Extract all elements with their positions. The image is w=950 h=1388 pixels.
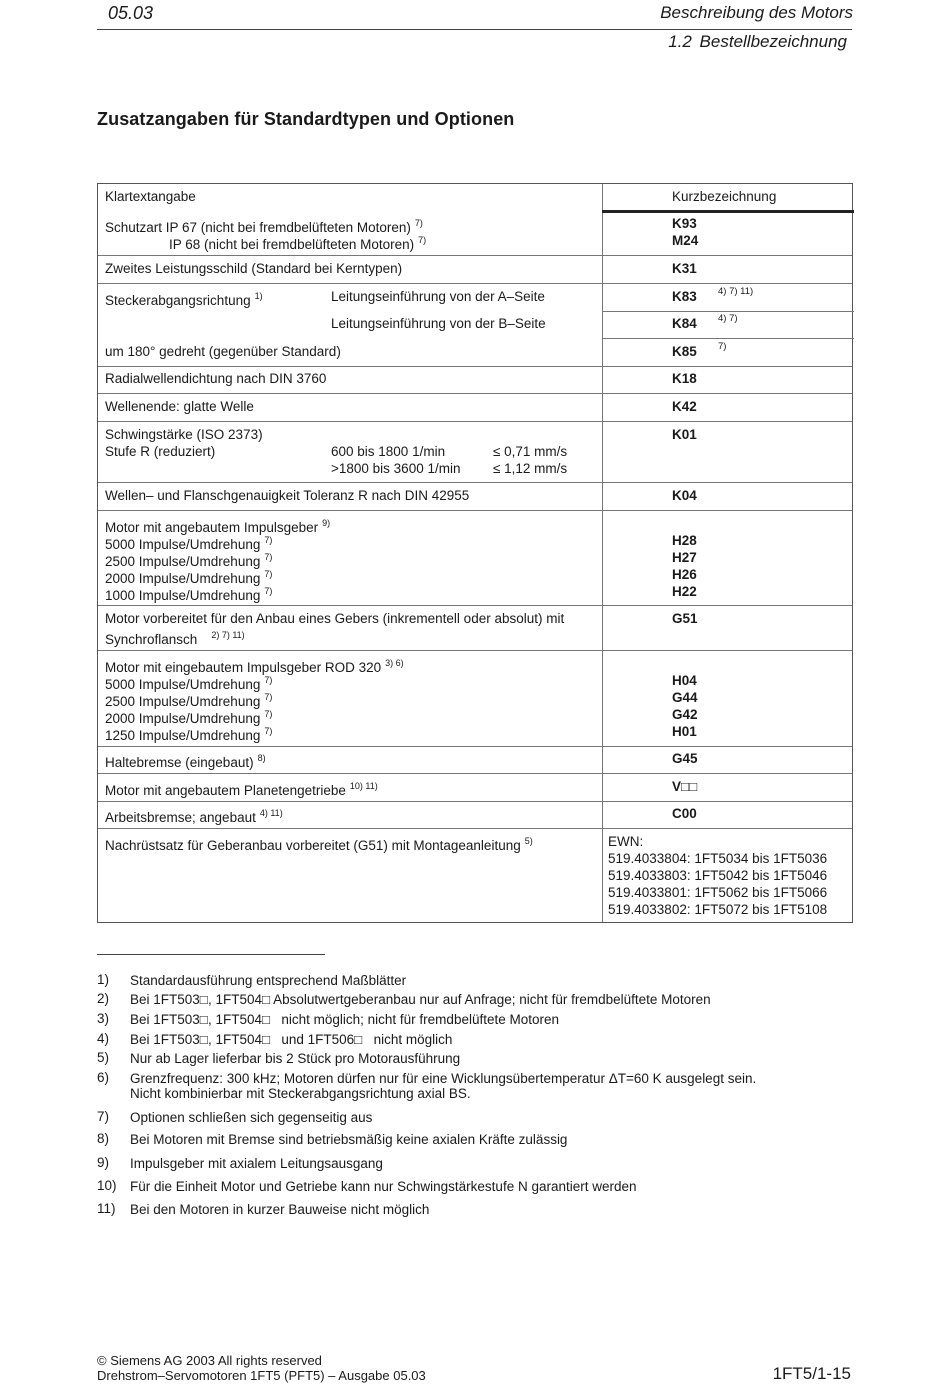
footnote-number: 2): [97, 991, 110, 1006]
order-code: K31: [672, 261, 697, 276]
order-code: G45: [672, 751, 698, 766]
cell-text: Motor mit eingebautem Impulsgeber ROD 320 $^{3) 6)}$: [105, 658, 404, 675]
cell-text: 1000 Impulse/Umdrehung $^{7)}$: [105, 586, 273, 603]
row-divider: [602, 338, 854, 339]
page-number: 1FT5/1-15: [772, 1364, 851, 1383]
footnote-text: Bei 1FT503□, 1FT504□ Absolutwertgeberanbau nur auf Anfrage; nicht für fremdbelüftete Motoren: [130, 992, 711, 1007]
footnote-divider: [97, 954, 325, 955]
cell-text: 2500 Impulse/Umdrehung $^{7)}$: [105, 552, 273, 569]
footnote-text: Bei den Motoren in kurzer Bauweise nicht möglich: [130, 1202, 430, 1217]
order-code: K18: [672, 371, 697, 386]
cell-text: Wellenende: glatte Welle: [105, 399, 254, 414]
column-header-left: Klartextangabe: [105, 189, 196, 204]
footnote-text: Bei 1FT503□, 1FT504□ und 1FT506□ nicht möglich: [130, 1032, 453, 1047]
footnote-number: 4): [97, 1031, 110, 1046]
order-code: K93: [672, 216, 697, 231]
cell-text: Schutzart IP 67 (nicht bei fremdbelüfteten Motoren) $^{7)}$: [105, 218, 423, 235]
cell-text: Steckerabgangsrichtung $^{1)}$: [105, 291, 263, 308]
cell-text: 2000 Impulse/Umdrehung $^{7)}$: [105, 569, 273, 586]
options-table: [97, 183, 853, 923]
cell-text: Schwingstärke (ISO 2373): [105, 427, 263, 442]
cell-text: 2000 Impulse/Umdrehung $^{7)}$: [105, 709, 273, 726]
row-divider: [98, 421, 852, 422]
row-divider: [98, 746, 852, 747]
footnote-text: Für die Einheit Motor und Getriebe kann nur Schwingstärkestufe N garantiert werden: [130, 1179, 637, 1194]
order-code: H01: [672, 724, 697, 739]
footnote-text: Optionen schließen sich gegenseitig aus: [130, 1110, 373, 1125]
footnote-number: 5): [97, 1050, 110, 1065]
order-code: G44: [672, 690, 698, 705]
cell-text: 519.4033802: 1FT5072 bis 1FT5108: [608, 902, 828, 917]
order-code: H22: [672, 584, 697, 599]
order-code: K42: [672, 399, 697, 414]
cell-text: 1250 Impulse/Umdrehung $^{7)}$: [105, 726, 273, 743]
order-code: H27: [672, 550, 697, 565]
footnote-text: Bei 1FT503□, 1FT504□ nicht möglich; nicht für fremdbelüftete Motoren: [130, 1012, 560, 1027]
cell-text: Motor mit angebautem Impulsgeber $^{9)}$: [105, 518, 331, 535]
footnote-number: 6): [97, 1070, 110, 1085]
header-chapter: Beschreibung des Motors: [660, 3, 853, 22]
footnote-text: Nicht kombinierbar mit Steckerabgangsrichtung axial BS.: [130, 1086, 471, 1101]
row-divider: [98, 605, 852, 606]
footnote-text: Grenzfrequenz: 300 kHz; Motoren dürfen nur für eine Wicklungsübertemperatur ΔT=60 K ausgelegt sein.: [130, 1071, 757, 1086]
cell-text: 5000 Impulse/Umdrehung $^{7)}$: [105, 535, 273, 552]
order-code: H26: [672, 567, 697, 582]
order-code: G42: [672, 707, 698, 722]
cell-text: Leitungseinführung von der A–Seite: [331, 289, 545, 304]
cell-text: 519.4033801: 1FT5062 bis 1FT5066: [608, 885, 828, 900]
header-divider: [97, 29, 852, 30]
footnote-number: 8): [97, 1131, 110, 1146]
row-divider: [98, 255, 852, 256]
footnote-number: 3): [97, 1011, 110, 1026]
footnote-number: 1): [97, 972, 110, 987]
page-title: Zusatzangaben für Standardtypen und Optionen: [97, 109, 515, 129]
row-divider: [98, 828, 852, 829]
cell-text: 600 bis 1800 1/min: [331, 444, 446, 459]
footnote-text: Impulsgeber mit axialem Leitungsausgang: [130, 1156, 383, 1171]
cell-text: Nachrüstsatz für Geberanbau vorbereitet (G51) mit Montageanleitung $^{5)}$: [105, 836, 533, 853]
row-divider: [98, 650, 852, 651]
cell-text: Synchroflansch $^{2) 7) 11)}$: [105, 630, 245, 647]
header-underline: [602, 210, 854, 213]
row-divider: [98, 801, 852, 802]
footer-copyright: © Siemens AG 2003 All rights reserved: [97, 1353, 322, 1368]
footnote-ref: 7): [718, 341, 727, 352]
footnote-text: Bei Motoren mit Bremse sind betriebsmäßig keine axialen Kräfte zulässig: [130, 1132, 568, 1147]
footnote-text: Standardausführung entsprechend Maßblätter: [130, 973, 407, 988]
header-section: 1.2 Bestellbezeichnung: [668, 32, 847, 51]
cell-text: Wellen– und Flanschgenauigkeit Toleranz R nach DIN 42955: [105, 488, 470, 503]
cell-text: Arbeitsbremse; angebaut $^{4) 11)}$: [105, 808, 283, 825]
cell-text: um 180° gedreht (gegenüber Standard): [105, 344, 341, 359]
footnote-number: 9): [97, 1155, 110, 1170]
footer-publication: Drehstrom–Servomotoren 1FT5 (PFT5) – Ausgabe 05.03: [97, 1368, 426, 1383]
column-header-right: Kurzbezeichnung: [672, 189, 777, 204]
order-code: C00: [672, 806, 697, 821]
cell-text: Haltebremse (eingebaut) $^{8)}$: [105, 753, 266, 770]
row-divider: [98, 510, 852, 511]
order-code: K85: [672, 344, 697, 359]
order-code: K04: [672, 488, 697, 503]
footnote-text: Nur ab Lager lieferbar bis 2 Stück pro Motorausführung: [130, 1051, 461, 1066]
row-divider: [602, 311, 854, 312]
cell-text: Motor vorbereitet für den Anbau eines Gebers (inkrementell oder absolut) mit: [105, 611, 565, 626]
order-code: M24: [672, 233, 699, 248]
cell-text: ≤ 0,71 mm/s: [493, 444, 568, 459]
cell-text: Leitungseinführung von der B–Seite: [331, 316, 546, 331]
order-code: K83: [672, 289, 697, 304]
cell-text: 519.4033804: 1FT5034 bis 1FT5036: [608, 851, 828, 866]
cell-text: EWN:: [608, 834, 644, 849]
cell-text: 5000 Impulse/Umdrehung $^{7)}$: [105, 675, 273, 692]
cell-text: Zweites Leistungsschild (Standard bei Kerntypen): [105, 261, 403, 276]
row-divider: [98, 393, 852, 394]
order-code: K84: [672, 316, 697, 331]
row-divider: [98, 366, 852, 367]
row-divider: [98, 283, 852, 284]
order-code: H04: [672, 673, 697, 688]
column-divider: [602, 184, 603, 922]
cell-text: ≤ 1,12 mm/s: [493, 461, 568, 476]
header-date: 05.03: [108, 3, 154, 23]
footnote-number: 7): [97, 1109, 110, 1124]
order-code: H28: [672, 533, 697, 548]
order-code: G51: [672, 611, 698, 626]
cell-text: Radialwellendichtung nach DIN 3760: [105, 371, 327, 386]
cell-text: >1800 bis 3600 1/min: [331, 461, 461, 476]
footnote-ref: 4) 7) 11): [718, 286, 754, 297]
cell-text: 519.4033803: 1FT5042 bis 1FT5046: [608, 868, 828, 883]
cell-text: Stufe R (reduziert): [105, 444, 216, 459]
order-code: K01: [672, 427, 697, 442]
cell-text: Motor mit angebautem Planetengetriebe $^{10) 11)}$: [105, 781, 378, 798]
row-divider: [98, 482, 852, 483]
cell-text: IP 68 (nicht bei fremdbelüfteten Motoren) $^{7)}$: [169, 235, 427, 252]
cell-text: 2500 Impulse/Umdrehung $^{7)}$: [105, 692, 273, 709]
order-code: V□□: [672, 779, 698, 794]
footnote-ref: 4) 7): [718, 313, 738, 324]
footnote-number: 11): [97, 1201, 116, 1216]
footnote-number: 10): [97, 1178, 117, 1193]
row-divider: [98, 773, 852, 774]
